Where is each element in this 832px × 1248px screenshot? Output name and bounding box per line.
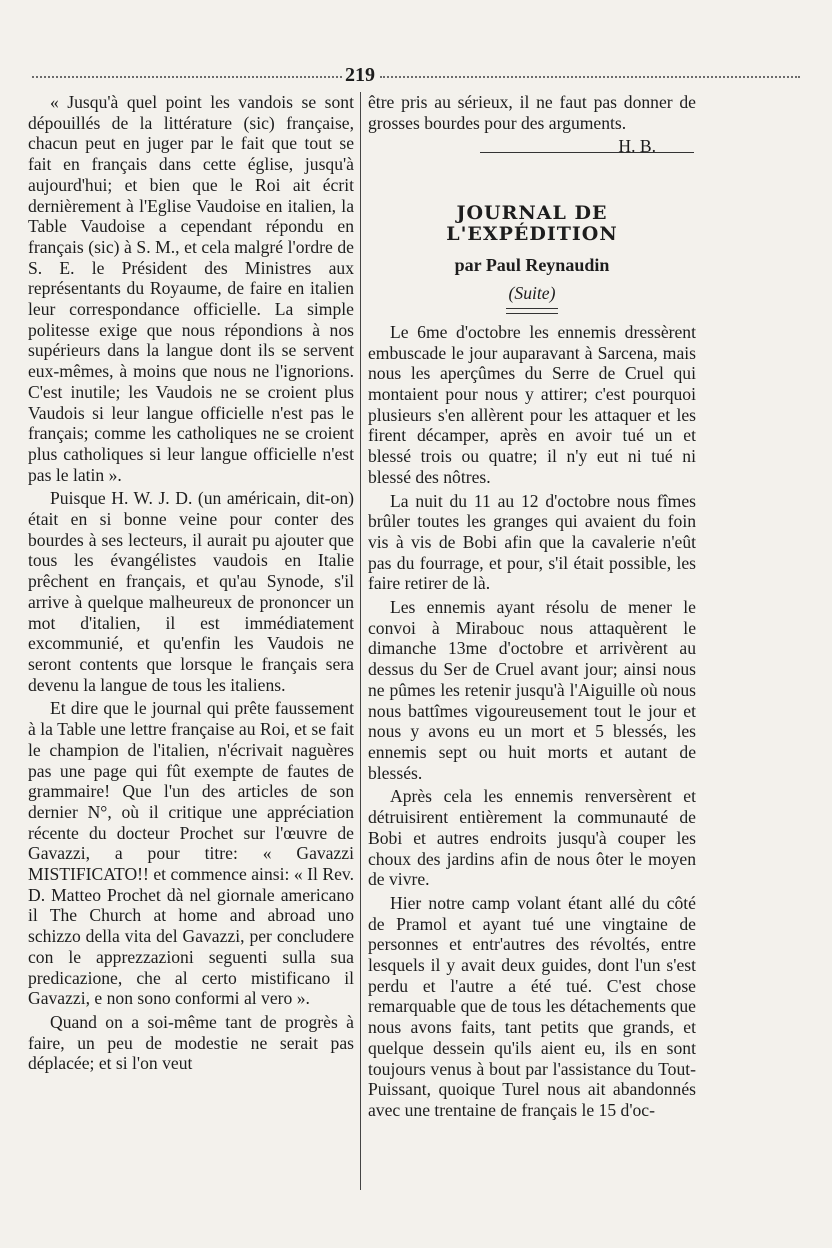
left-paragraph-3: Et dire que le journal qui prête faussement à la Table une lettre française au Roi, et se fait le champion de l'italien, n'écrivait naguères pas une page qui fût exempte de fautes de grammaire! Que l'un des articles de son dernier N°, où il critique une appréciation récente du docteur Prochet sur l'œuvre de Gavazzi, a pour titre: « Gavazzi MISTIFICATO!! et commence ainsi: « Il Rev. D. Matteo Prochet dà nel giornale americano il The Church at home and abroad uno schizzo della vita del Gavazzi, per concludere con le apprezzazioni seguenti sulla sua predicazione, che al certo mistificano il Gavazzi, e non sono conformi al vero ».	[28, 698, 354, 1009]
right-paragraph-5: Hier notre camp volant étant allé du côté de Pramol et ayant tué une vingtaine de personnes et entr'autres des révoltés, entre lesquels il y avait deux guides, dont l'un s'est perdu et l'autre a été tué. C'est chose remarquable que de tous les détachements que nous avons faits, tant petits que grands, et quelque dessein qu'ils aient eu, ils en sont toujours venus à bout par l'assistance du Tout-Puissant, quoique Turel nous ait abandonnés avec une trentaine de français le 15 d'oc-	[368, 892, 696, 1120]
left-paragraph-1: « Jusqu'à quel point les vandois se sont dépouillés de la littérature (sic) française, chacun peut en juger par le fait que tout se fait en français dans cette église, jusqu'à aujourd'hui; et bien que le Roi ait écrit dernièrement à l'Eglise Vaudoise en italien, la Table Vaudoise a cependant répondu en français (sic) à S. M., et cela malgré l'ordre de S. E. le Président des Ministres aux représentants du Royaume, de faire en italien leur correspondance officielle. La simple politesse exige que nous répondions à nos supérieurs dans la langue dont ils se servent eux-mêmes, à moins que nous ne l'ignorions. C'est inutile; les Vaudois ne se croient plus Vaudois si leur langue officielle n'est pas le français; comme les catholiques ne se croient plus catholiques si leur langue officielle n'est pas le latin ».	[28, 92, 354, 485]
signature: H. B.	[618, 136, 656, 157]
article-separator-rule	[480, 152, 694, 153]
header-dotted-rule-left	[32, 76, 342, 78]
article-title: JOURNAL DE L'EXPÉDITION	[446, 202, 618, 245]
left-column	[28, 92, 354, 1077]
right-paragraph-1: Le 6me d'octobre les ennemis dressèrent embuscade le jour auparavant à Sarcena, mais nous les aperçûmes du Serre de Cruel qui montaient pour nous y attirer; c'est pourquoi plusieurs s'en allèrent pour les attaquer et les firent décamper, après en avoir tué un et blessé trois ou quatre; il n'y eut ni tué ni blessé des nôtres.	[368, 321, 696, 487]
signature-row	[368, 136, 696, 157]
right-paragraph-3: Les ennemis ayant résolu de mener le convoi à Mirabouc nous attaquèrent le dimanche 13me d'octobre et arrivèrent au dessus du Ser de Cruel avant jour; ainsi nous ne pûmes les retenir jusqu'à l'Aiguille où nous nous battîmes vigoureusement tout le jour et nous y avons eu un mort et 5 blessés, les ennemis sept ou huit morts et autant de blessés.	[368, 597, 696, 783]
column-divider	[360, 92, 361, 1190]
header-dotted-rule-right	[380, 76, 800, 78]
article-subtitle: (Suite)	[508, 283, 556, 304]
right-paragraph-4: Après cela les ennemis renversèrent et détruisirent entièrement la communauté de Bobi et autres endroits jusqu'à couper les choux des jardins afin de nous ôter le moyen de vivre.	[368, 786, 696, 890]
right-continuation: être pris au sérieux, il ne faut pas donner de grosses bourdes pour des arguments.	[368, 92, 696, 133]
title-double-rule	[506, 308, 558, 314]
left-paragraph-2: Puisque H. W. J. D. (un américain, dit-on) était en si bonne veine pour conter des bourdes à ses lecteurs, il aurait pu ajouter que tous les évangélistes vaudois en Italie prêchent en français, et qu'au Synode, s'il arrive à quelque malheureux de prononcer un mot d'italien, il est immédiatement excommunié, et qu'enfin les Vaudois ne seront contents que lorsque le français sera devenu la langue de tous les italiens.	[28, 488, 354, 695]
left-paragraph-4: Quand on a soi-même tant de progrès à faire, un peu de modestie ne serait pas déplacée; et si l'on veut	[28, 1011, 354, 1074]
right-column	[368, 92, 696, 1124]
right-paragraph-2: La nuit du 11 au 12 d'octobre nous fîmes brûler toutes les granges qui avaient du foin vis à vis de Bobi afin que la cavalerie n'eût pas du fourrage, et pour, s'il était possible, les faire retirer de là.	[368, 490, 696, 594]
page-number: 219	[345, 64, 375, 86]
article-author: par Paul Reynaudin	[454, 254, 610, 275]
